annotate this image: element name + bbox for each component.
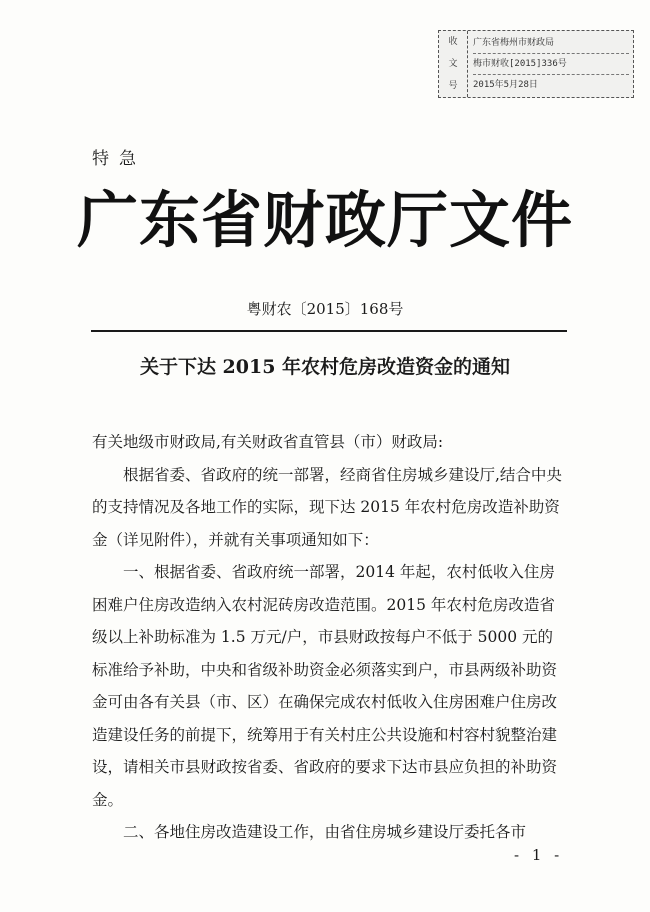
body-paragraph: 一、根据省委、省政府统一部署，2014 年起，农村低收入住房困难户住房改造纳入农村泥砖房改造范围。2015 年农村危房改造省级以上补助标准为 1.5 万元/户，市县财政按每户不低于 5000 元的标准给予补助，中央和省级补助资金必须落实到户，市县两级补助资金可由各有关县（市、区）在确保完成农村低收入住房困难户住房改造建设任务的前提下，统筹用于有关村庄公共设施和村容村貌整治建设，请相关市县财政按省委、省政府的要求下达市县应负担的补助资金。 bbox=[92, 563, 558, 809]
receipt-stamp bbox=[438, 30, 634, 98]
stamp-date: 2015年5月28日 bbox=[473, 80, 538, 90]
stamp-receipt-number: 梅市财收[2015]336号 bbox=[473, 54, 629, 75]
document-body bbox=[92, 426, 562, 849]
body-paragraph: 根据省委、省政府的统一部署，经商省住房城乡建设厅,结合中央的支持情况及各地工作的实际，现下达 2015 年农村危房改造补助资金（详见附件），并就有关事项通知如下： bbox=[92, 465, 562, 549]
body-paragraph: 二、各地住房改造建设工作，由省住房城乡建设厅委托各市 bbox=[123, 823, 527, 841]
page-number: - 1 - bbox=[514, 846, 564, 864]
urgency-label: 特急 bbox=[92, 149, 146, 169]
document-header-title: 广东省财政厅文件 bbox=[76, 185, 573, 256]
document-number: 粤财农〔2015〕168号 bbox=[246, 300, 404, 318]
stamp-side-char: 文 bbox=[448, 58, 458, 69]
notice-title: 关于下达 2015 年农村危房改造资金的通知 bbox=[139, 356, 511, 378]
stamp-agency: 广东省梅州市财政局 bbox=[473, 33, 629, 54]
stamp-side-char: 号 bbox=[448, 80, 458, 91]
stamp-side-char: 收 bbox=[448, 36, 458, 47]
header-divider bbox=[91, 330, 567, 332]
addressee-line: 有关地级市财政局,有关财政省直管县（市）财政局: bbox=[92, 433, 444, 451]
stamp-side-label bbox=[439, 31, 468, 97]
